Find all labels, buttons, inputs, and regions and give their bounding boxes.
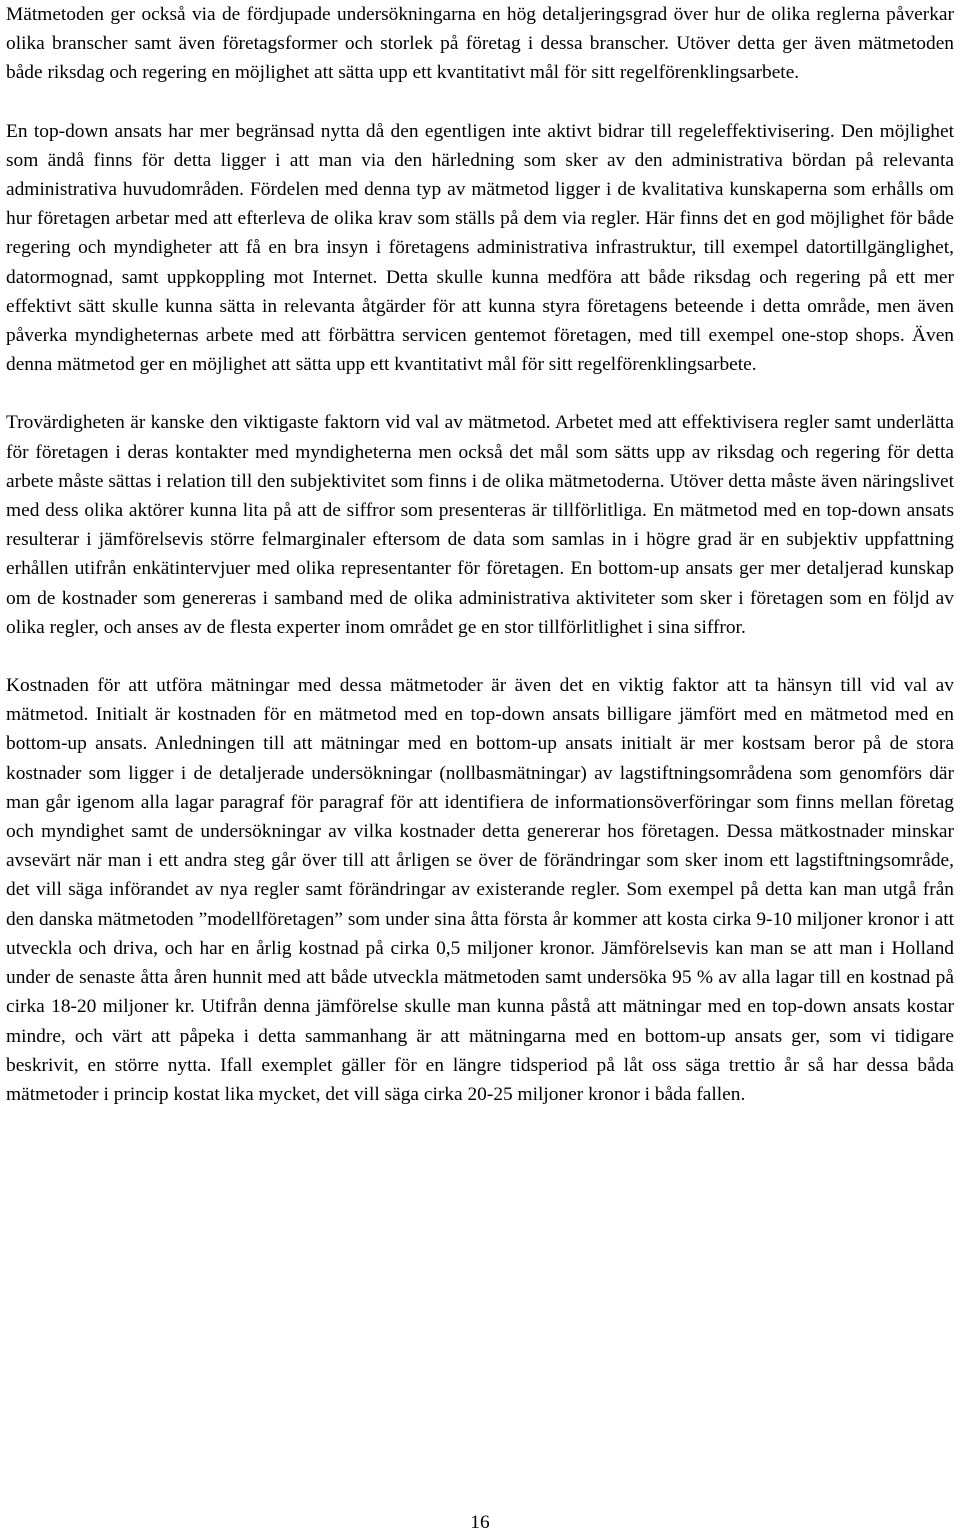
body-text xyxy=(6,0,954,1109)
page-number: 16 xyxy=(470,1512,490,1533)
paragraph-measurement-detail: Mätmetoden ger också via de fördjupade undersökningarna en hög detaljeringsgrad över hur de olika reglerna påverkar olika branscher samt även företagsformer och storlek på företag i dessa branscher. Utöver detta ger även mätmetoden både riksdag och regering en möjlighet att sätta upp ett kvantitativt mål för sitt regelförenklingsarbete. xyxy=(6,4,954,84)
paragraph-top-down-utility: En top-down ansats har mer begränsad nytta då den egentligen inte aktivt bidrar till regeleffektivisering. Den möjlighet som ändå finns för detta ligger i att man via den härledning som sker av den administrativa bördan på relevanta administrativa huvudområden. Fördelen med denna typ av mätmetod ligger i de kvalitativa kunskaperna som erhålls om hur företagen arbetar med att efterleva de olika krav som ställs på dem via regler. Här finns det en god möjlighet för både regering och myndigheter att få en bra insyn i företagens administrativa infrastruktur, till exempel datortillgänglighet, datormognad, samt uppkoppling mot Internet. Detta skulle kunna medföra att både riksdag och regering på ett mer effektivt sätt skulle kunna sätta in relevanta åtgärder för att kunna styra företagens beteende i detta område, men även påverka myndigheternas arbete med att förbättra servicen gentemot företagen, med till exempel one-stop shops. Även denna mätmetod ger en möjlighet att sätta upp ett kvantitativt mål för sitt regelförenklingsarbete. xyxy=(6,120,954,376)
paragraph-cost: Kostnaden för att utföra mätningar med dessa mätmetoder är även det en viktig faktor att ta hänsyn till vid val av mätmetod. Initialt är kostnaden för en mätmetod med en top-down ansats billigare jämfört med en mätmetod med en bottom-up ansats. Anledningen till att mätningar med en bottom-up ansats initialt är mer kostsam beror på de stora kostnader som ligger i de detaljerade undersökningar (nollbasmätningar) av lagstiftningsområdena som genomförs där man går igenom alla lagar paragraf för paragraf för att identifiera de informationsöverföringar som finns mellan företag och myndighet samt de undersökningar av vilka kostnader detta genererar hos företagen. Dessa mätkostnader minskar avsevärt när man i ett andra steg går över till att årligen se över de förändringar som sker inom ett lagstiftningsområde, det vill säga införandet av nya regler samt förändringar av existerande regler. Som exempel på detta kan man utgå från den danska mätmetoden ”modellföretagen” som under sina åtta första år kommer att kosta cirka 9-10 miljoner kronor i att utveckla och driva, och har en årlig kostnad på cirka 0,5 miljoner kronor. Jämförelsevis kan man se att man i Holland under de senaste åtta åren hunnit med att både utveckla mätmetoden samt undersöka 95 % av alla lagar till en kostnad på cirka 18-20 miljoner kr. Utifrån denna jämförelse skulle man kunna påstå att mätningar med en top-down ansats kostar mindre, och värt att påpeka i detta sammanhang är att mätningarna med en bottom-up ansats ger, som vi tidigare beskrivit, en större nytta. Ifall exemplet gäller för en längre tidsperiod på låt oss säga trettio år så har dessa båda mätmetoder i princip kostat lika mycket, det vill säga cirka 20-25 miljoner kronor i båda fallen. xyxy=(6,675,954,1105)
paragraph-credibility: Trovärdigheten är kanske den viktigaste faktorn vid val av mätmetod. Arbetet med att effektivisera regler samt underlätta för företagen i deras kontakter med myndigheterna men också det mål som sätts upp av riksdag och regering för detta arbete måste sättas i relation till den subjektivitet som finns i de olika mätmetoderna. Utöver detta måste även näringslivet med dess olika aktörer kunna lita på att de siffror som presenteras är tillförlitliga. En mätmetod med en top-down ansats resulterar i jämförelsevis större felmarginaler eftersom de data som samlas in i högre grad är en subjektiv uppfattning erhållen utifrån enkätintervjuer med olika representanter för företagen. En bottom-up ansats ger mer detaljerad kunskap om de kostnader som genereras i samband med de olika administrativa aktiviteter som sker i företagen som en följd av olika regler, och anses av de flesta experter inom området ge en stor tillförlitlighet i sina siffror. xyxy=(6,412,954,638)
